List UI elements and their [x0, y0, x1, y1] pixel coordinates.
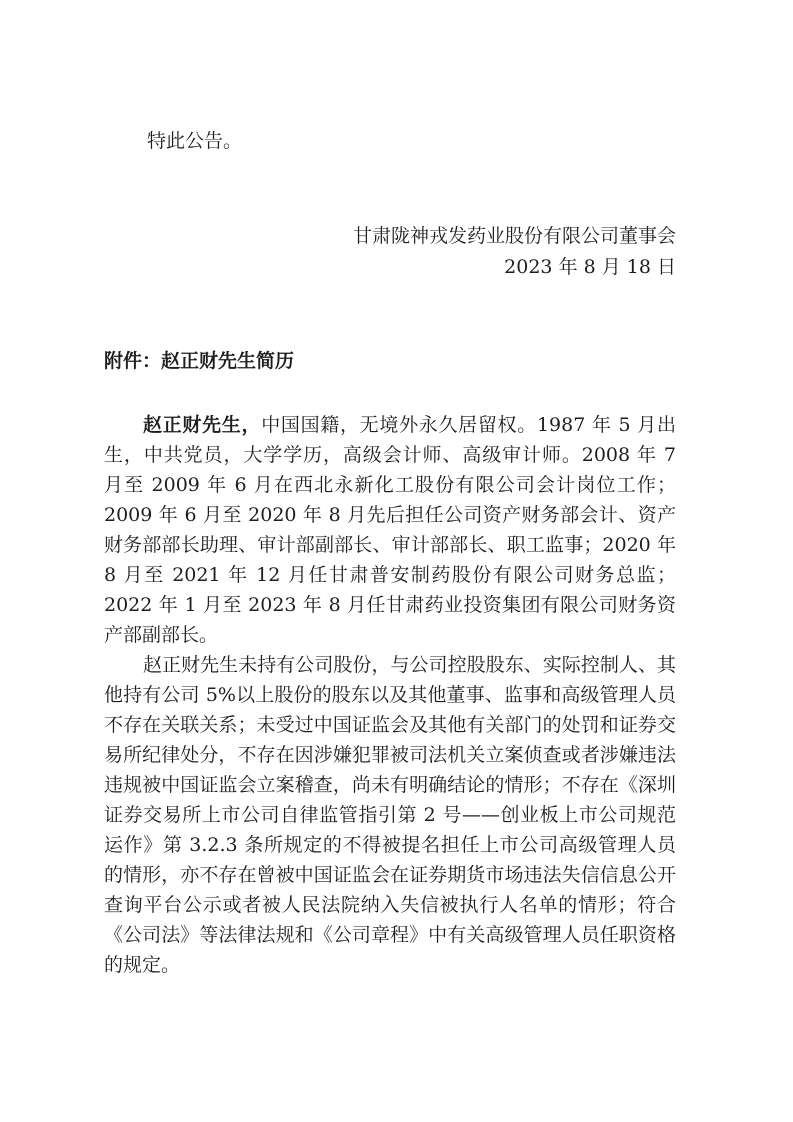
- bio-paragraph-2: 赵正财先生未持有公司股份，与公司控股股东、实际控制人、其他持有公司 5%以上股份的股东以及其他董事、监事和高级管理人员不存在关联关系；未受过中国证监会及其他有关部门的处罚和证券交易所纪律处分，不存在因涉嫌犯罪被司法机关立案侦查或者涉嫌违法违规被中国证监会立案稽查，尚未有明确结论的情形；不存在《深圳证券交易所上市公司自律监管指引第 2 号——创业板上市公司规范运作》第 3.2.3 条所规定的不得被提名担任上市公司高级管理人员的情形，亦不存在曾被中国证监会在证券期货市场违法失信信息公开查询平台公示或者被人民法院纳入失信被执行人名单的情形；符合《公司法》等法律法规和《公司章程》中有关高级管理人员任职资格的规定。: [104, 654, 676, 976]
- person-name-lead: 赵正财先生，: [143, 414, 262, 436]
- closing-statement: 特此公告。: [147, 130, 243, 152]
- attachment-heading: 附件：赵正财先生简历: [104, 350, 295, 372]
- signature-date: 2023 年 8 月 18 日: [504, 256, 676, 278]
- signature-company: 甘肃陇神戎发药业股份有限公司董事会: [352, 225, 676, 247]
- bio-section: [104, 410, 676, 980]
- bio-paragraph-1: [104, 410, 676, 650]
- signature-block: [353, 221, 676, 283]
- bio-paragraph-1-body: 中国国籍，无境外永久居留权。1987 年 5 月出生，中共党员，大学学历，高级会计师、高级审计师。2008 年 7 月至 2009 年 6 月在西北永新化工股份有限公司会计岗位工作；2009 年 6 月至 2020 年 8 月先后担任公司资产财务部会计、资产财务部部长助理、审计部副部长、审计部部长、职工监事；2020 年 8 月至 2021 年 12 月任甘肃普安制药股份有限公司财务总监；2022 年 1 月至 2023 年 8 月任甘肃药业投资集团有限公司财务资产部副部长。: [104, 414, 676, 646]
